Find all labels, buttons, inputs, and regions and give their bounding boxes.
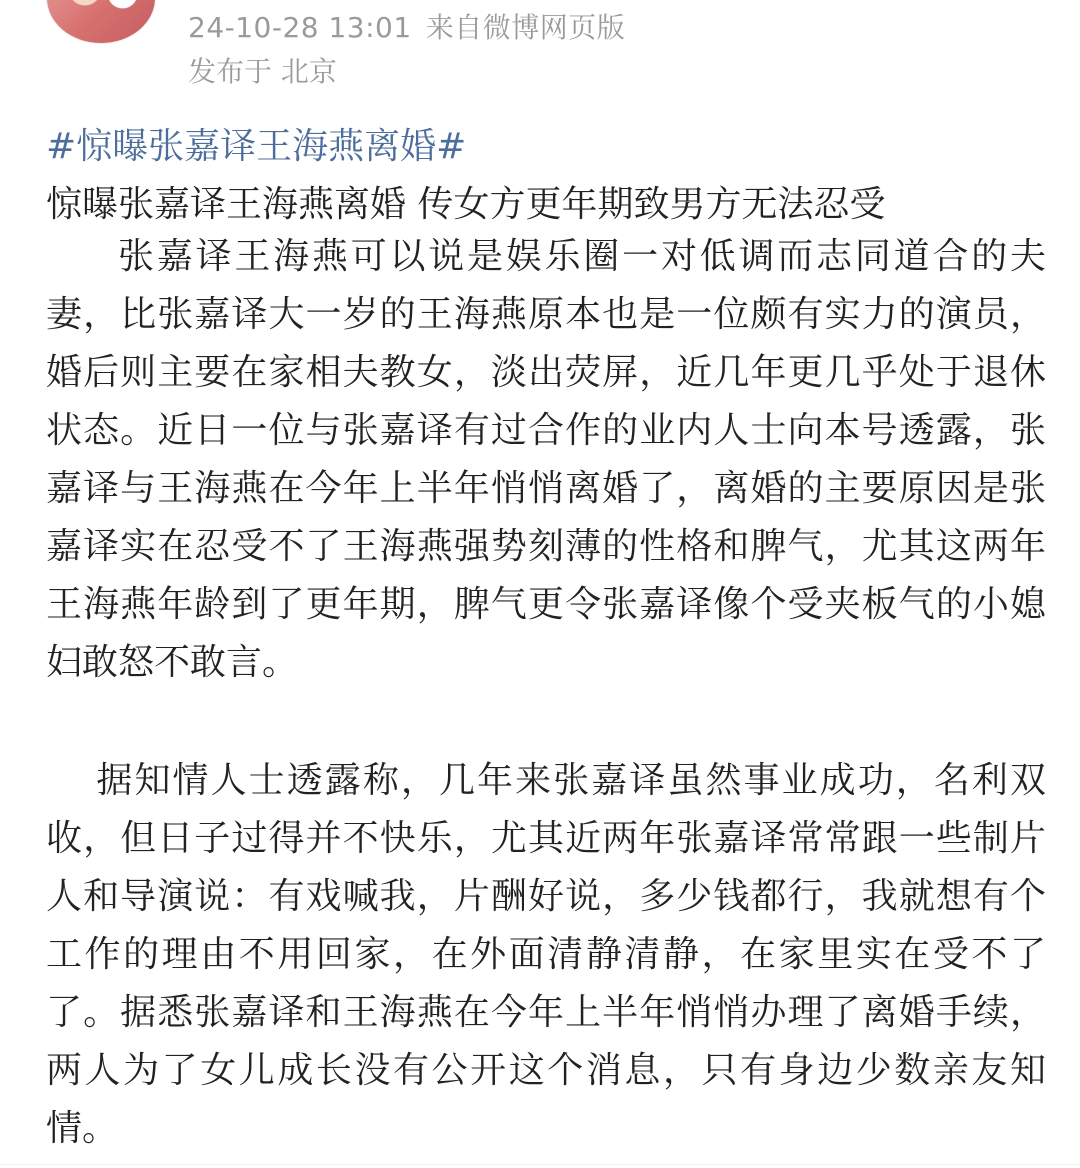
post-timestamp: 24-10-28 13:01 bbox=[188, 11, 412, 44]
post-location: 发布于 北京 bbox=[188, 55, 337, 88]
hashtag-link[interactable]: #惊曝张嘉译王海燕离婚# bbox=[46, 126, 467, 167]
post-meta bbox=[188, 6, 625, 46]
post-source: 来自微博网页版 bbox=[425, 11, 626, 44]
divider bbox=[0, 1164, 1080, 1165]
post-headline: 惊曝张嘉译王海燕离婚 传女方更年期致男方无法忍受 bbox=[46, 184, 886, 225]
post-paragraph-1: 张嘉译王海燕可以说是娱乐圈一对低调而志同道合的夫妻，比张嘉译大一岁的王海燕原本也是一位颇有实力的演员，婚后则主要在家相夫教女，淡出荧屏，近几年更几乎处于退休状态。近日一位与张嘉译有过合作的业内人士向本号透露，张嘉译与王海燕在今年上半年悄悄离婚了，离婚的主要原因是张嘉译实在忍受不了王海燕强势刻薄的性格和脾气，尤其这两年王海燕年龄到了更年期，脾气更令张嘉译像个受夹板气的小媳妇敢怒不敢言。 bbox=[46, 236, 1046, 683]
post-paragraph-2: 据知情人士透露称，几年来张嘉译虽然事业成功，名利双收，但日子过得并不快乐，尤其近两年张嘉译常常跟一些制片人和导演说：有戏喊我，片酬好说，多少钱都行，我就想有个工作的理由不用回家，在外面清静清静，在家里实在受不了了。据悉张嘉译和王海燕在今年上半年悄悄办理了离婚手续，两人为了女儿成长没有公开这个消息，只有身边少数亲友知情。 bbox=[46, 760, 1046, 1149]
user-avatar[interactable] bbox=[46, 0, 156, 44]
